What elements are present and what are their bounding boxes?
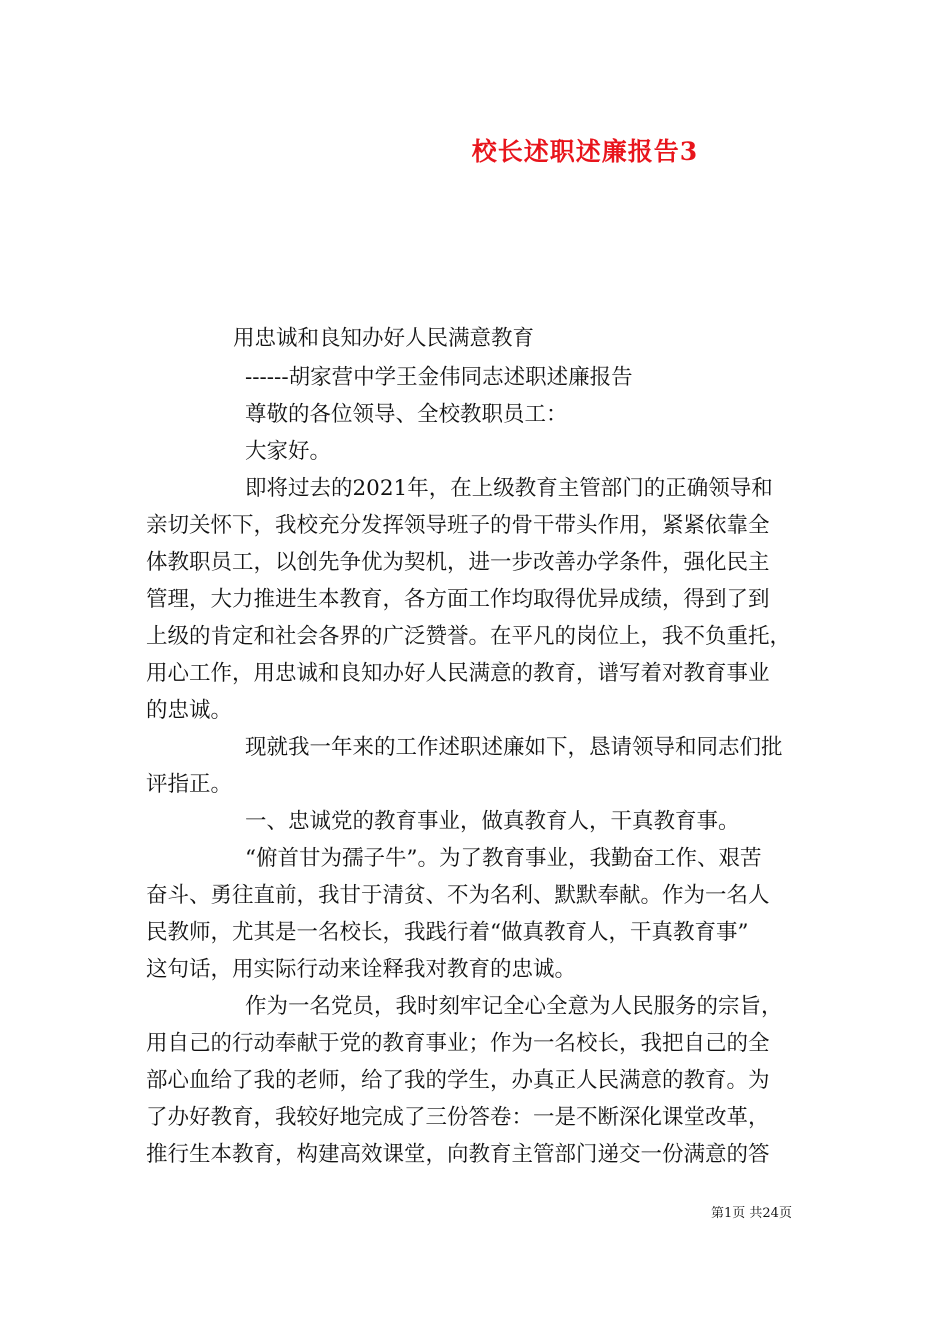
paragraph-line: 了办好教育，我较好地完成了三份答卷：一是不断深化课堂改革， [146, 1105, 770, 1130]
paragraph-line: 评指正。 [146, 772, 233, 797]
paragraph-line: 部心血给了我的老师，给了我的学生，办真正人民满意的教育。为 [146, 1068, 770, 1093]
paragraph-line: 作为一名党员，我时刻牢记全心全意为人民服务的宗旨， [245, 994, 783, 1019]
greeting: 大家好。 [245, 439, 332, 464]
paragraph-line: 用自己的行动奉献于党的教育事业；作为一名校长，我把自己的全 [146, 1031, 770, 1056]
paragraph-line: 的忠诚。 [146, 698, 233, 723]
subtitle: 用忠诚和良知办好人民满意教育 [233, 326, 535, 351]
report-byline: ------胡家营中学王金伟同志述职述廉报告 [245, 365, 633, 390]
paragraph-line: 这句话，用实际行动来诠释我对教育的忠诚。 [146, 957, 577, 982]
paragraph-line: 管理，大力推进生本教育，各方面工作均取得优异成绩，得到了到 [146, 587, 770, 612]
paragraph-line: 民教师，尤其是一名校长，我践行着“做真教育人，干真教育事” [146, 920, 749, 945]
paragraph-line: 奋斗、勇往直前，我甘于清贫、不为名利、默默奉献。作为一名人 [146, 883, 770, 908]
paragraph-line: 用心工作，用忠诚和良知办好人民满意的教育，谱写着对教育事业 [146, 661, 770, 686]
page-number: 第1页 共24页 [711, 1206, 792, 1221]
paragraph-line: “俯首甘为孺子牛”。为了教育事业，我勤奋工作、艰苦 [245, 846, 762, 871]
salutation: 尊敬的各位领导、全校教职员工： [245, 402, 568, 427]
section-heading: 一、忠诚党的教育事业，做真教育人，干真教育事。 [245, 809, 740, 834]
document-title: 校长述职述廉报告3 [471, 137, 699, 166]
paragraph-line: 推行生本教育，构建高效课堂，向教育主管部门递交一份满意的答 [146, 1142, 770, 1167]
paragraph-line: 现就我一年来的工作述职述廉如下，恳请领导和同志们批 [245, 735, 783, 760]
paragraph-line: 即将过去的2021年，在上级教育主管部门的正确领导和 [245, 476, 773, 501]
paragraph-line: 亲切关怀下，我校充分发挥领导班子的骨干带头作用，紧紧依靠全 [146, 513, 770, 538]
paragraph-line: 体教职员工，以创先争优为契机，进一步改善办学条件，强化民主 [146, 550, 770, 575]
paragraph-line: 上级的肯定和社会各界的广泛赞誉。在平凡的岗位上，我不负重托， [146, 624, 792, 649]
